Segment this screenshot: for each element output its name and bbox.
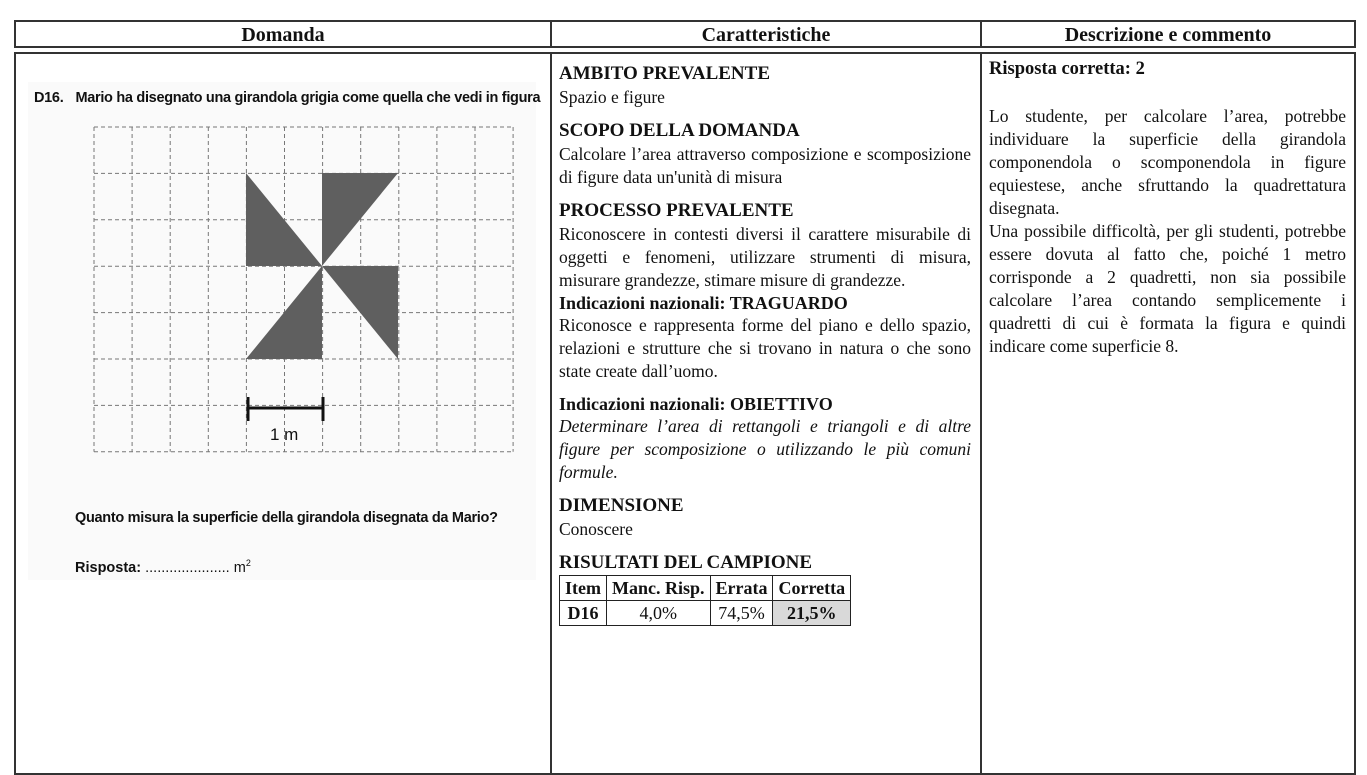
description-paragraph-2: Una possibile difficoltà, per gli studenti, potrebbe essere dovuta al fatto che, poiché 1 metro corrisponde a 2 quadretti, non sia possibile calcolare l’area contando semplicemente i quadretti di cui è formata la figura e quindi indicare come superficie 8. [989,221,1346,356]
question-prompt: Quanto misura la superficie della girandola disegnata da Mario? [75,510,498,526]
results-title: RISULTATI DEL CAMPIONE [559,552,813,573]
scale-label: 1 m [270,425,299,444]
header-descrizione: Descrizione e commento [980,20,1356,48]
description [989,58,1346,358]
header-caratteristiche: Caratteristiche [550,20,980,48]
correct-answer: Risposta corretta: 2 [989,59,1145,79]
question-number: D16. [34,90,64,106]
obiettivo-text: Determinare l’area di rettangoli e triangoli e di altre figure per scomposizione o utilizzando le più comuni formule. [559,416,971,482]
traguardo-text: Riconosce e rappresenta forme del piano e dello spazio, relazioni e strutture che si trovano in natura o che sono state create dall’uomo. [559,315,971,381]
dimensione-title: DIMENSIONE [559,495,684,516]
results-item: D16 [560,601,607,626]
answer-unit-exponent: 2 [245,558,251,568]
scale-bar [248,397,323,421]
header-domanda: Domanda [14,20,550,48]
characteristics [559,62,971,626]
description-paragraph-1: Lo studente, per calcolare l’area, potrebbe individuare la superficie della girandola componendola o scomponendola in figure equiestese, anche sfruttando la quadrettatura disegnata. [989,106,1346,218]
results-wrong: 74,5% [710,601,773,626]
results-correct: 21,5% [773,601,851,626]
scopo-title: SCOPO DELLA DOMANDA [559,120,800,141]
pinwheel-shape [246,173,398,359]
ambito-title: AMBITO PREVALENTE [559,63,770,84]
results-header-row [560,576,851,601]
processo-text: Riconoscere in contesti diversi il carattere misurabile di oggetti e fenomeni, utilizzare strumenti di misura, misurare grandezze, stimare misure di grandezze. [559,224,971,290]
results-col-missing: Manc. Risp. [606,576,710,601]
answer-label: Risposta: [75,559,142,576]
results-col-correct: Corretta [773,576,851,601]
processo-title: PROCESSO PREVALENTE [559,200,794,221]
dimensione-text: Conoscere [559,519,633,539]
question-text: Mario ha disegnato una girandola grigia come quella che vedi in figura [75,90,541,106]
answer-line [75,558,251,576]
traguardo-title: Indicazioni nazionali: TRAGUARDO [559,293,848,313]
answer-blank: ..................... m [141,559,246,576]
ambito-text: Spazio e figure [559,87,665,107]
results-col-wrong: Errata [710,576,773,601]
results-table [559,575,851,626]
results-col-item: Item [560,576,607,601]
results-missing: 4,0% [606,601,710,626]
pinwheel-grid-figure [0,0,560,480]
obiettivo-title: Indicazioni nazionali: OBIETTIVO [559,394,833,414]
table-row [560,601,851,626]
pinwheel-blade [322,173,398,266]
scopo-text: Calcolare l’area attraverso composizione e scomposizione di figure data un'unità di misura [559,144,971,187]
